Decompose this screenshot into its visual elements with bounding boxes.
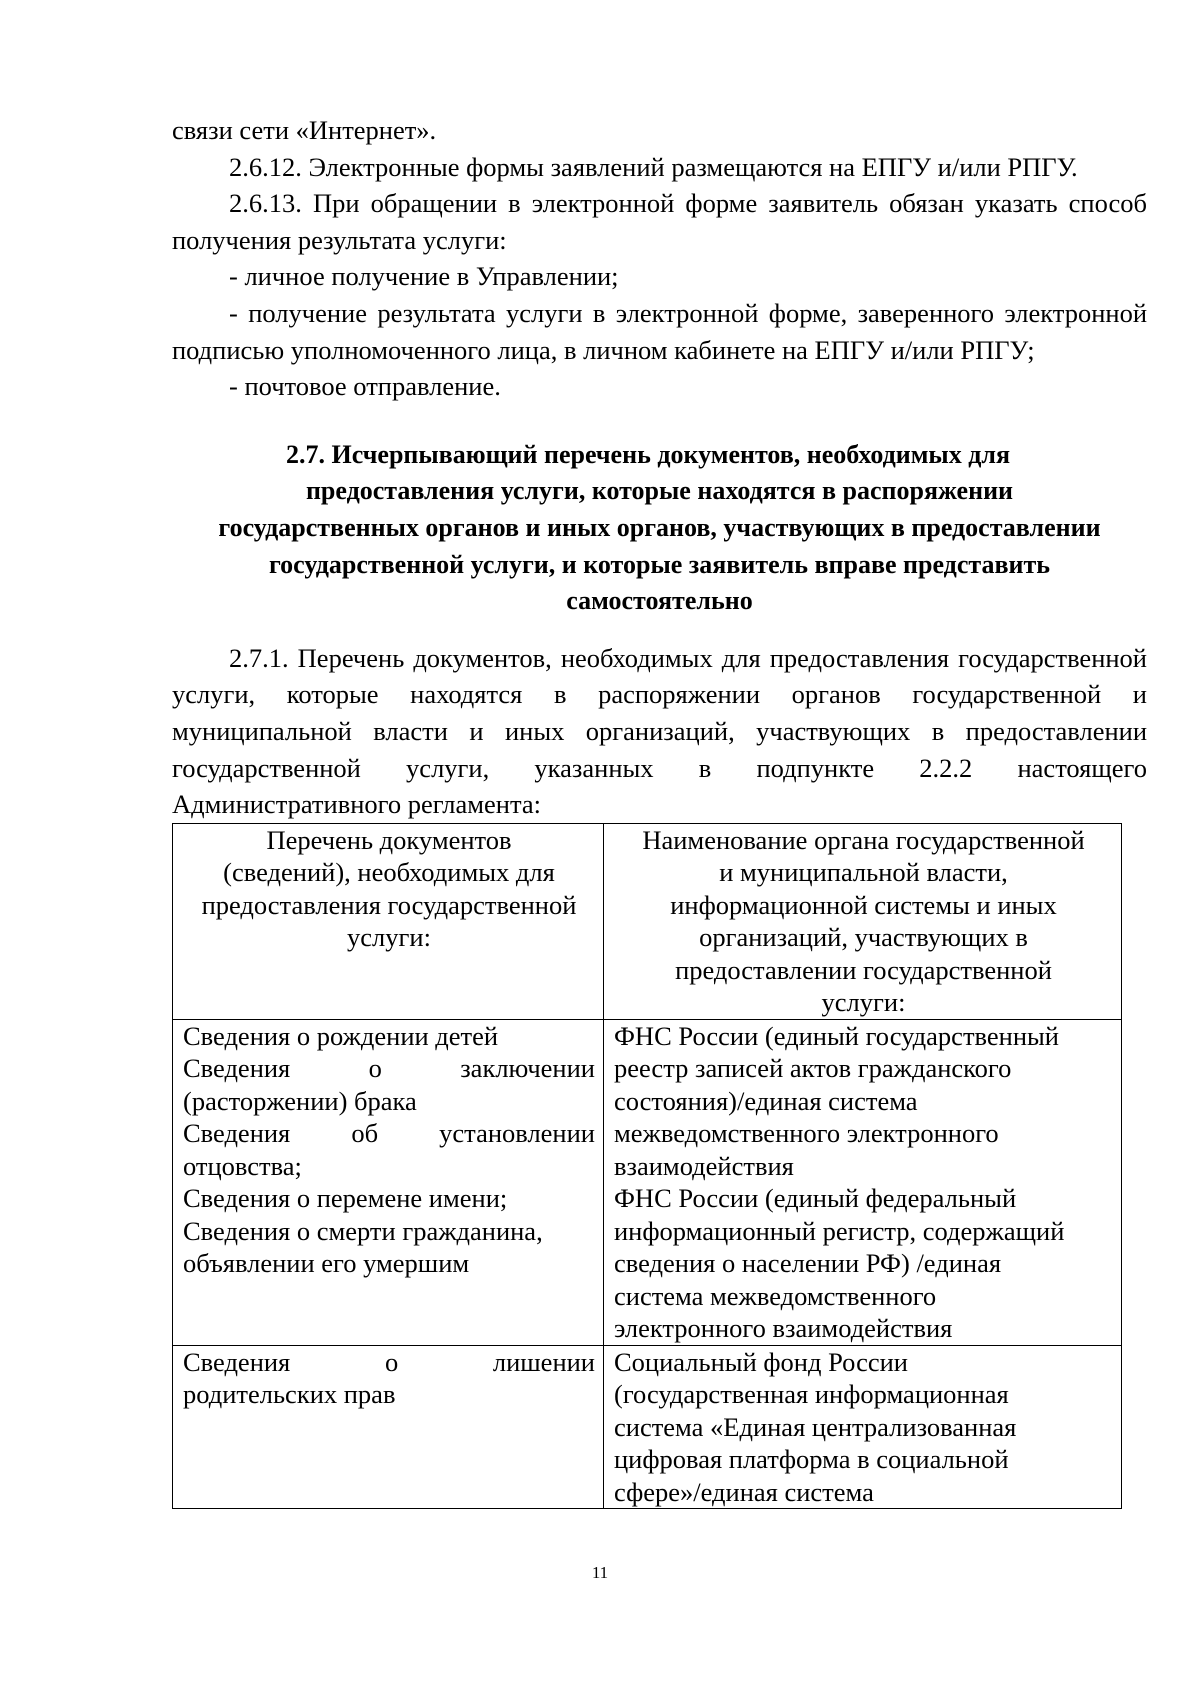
documents-table: [172, 823, 1122, 1510]
table-header-row: [173, 823, 1122, 1019]
table-cell: ФНС России (единый государственный реестр записей актов гражданского состояния)/единая система межведомственного электронного взаимодействия ФНС России (единый федеральный информационный регистр, содержащий сведения о населении РФ) /единая система межведомственного электронного взаимодействия: [604, 1019, 1122, 1345]
paragraph: 2.6.12. Электронные формы заявлений размещаются на ЕПГУ и/или РПГУ.: [229, 151, 1078, 182]
heading-line: государственных органов и иных органов, участвующих в предоставлении: [218, 512, 1101, 542]
paragraph: связи сети «Интернет».: [172, 115, 437, 145]
list-item: - почтовое отправление.: [229, 371, 501, 402]
table-cell: Сведения о лишении родительских прав: [173, 1345, 604, 1509]
page-number: 11: [591, 1563, 609, 1582]
heading-line: предоставления услуги, которые находятся в распоряжении: [305, 476, 1014, 506]
document-page: [172, 112, 1147, 1509]
paragraph: 2.6.13. При обращении в электронной форме заявитель обязан указать способ получения результата услуги:: [172, 188, 1147, 255]
heading-line: государственной услуги, и которые заявитель вправе представить: [269, 549, 1050, 579]
heading-line: самостоятельно: [566, 586, 753, 616]
heading-line: 2.7. Исчерпывающий перечень документов, необходимых для: [286, 439, 1011, 469]
table-cell: Сведения о рождении детей Сведения о заключении (расторжении) брака Сведения об установлении отцовства; Сведения о перемене имени; Сведения о смерти гражданина, объявлении его умершим: [173, 1019, 604, 1345]
list-item: - получение результата услуги в электронной форме, заверенного электронной подписью уполномоченного лица, в личном кабинете на ЕПГУ и/или РПГУ;: [172, 297, 1147, 365]
table-row: [173, 1019, 1122, 1345]
section-heading: [172, 437, 1147, 620]
paragraph: 2.7.1. Перечень документов, необходимых для предоставления государственной услуги, которые находятся в распоряжении органов государственной и муниципальной власти и иных организаций, участвующих в предоставлении государственной услуги, указанных в подпункте 2.2.2 настоящего Административного регламента:: [172, 642, 1147, 820]
list-item: - личное получение в Управлении;: [229, 261, 619, 292]
table-row: [173, 1345, 1122, 1509]
table-header-cell: Наименование органа государственной и муниципальной власти, информационной системы и иных организаций, участвующих в предоставлении государственной услуги:: [604, 823, 1122, 1019]
table-cell: Социальный фонд России (государственная информационная система «Единая централизованная цифровая платформа в социальной сфере»/единая система: [604, 1345, 1122, 1509]
table-header-cell: Перечень документов (сведений), необходимых для предоставления государственной услуги:: [173, 823, 604, 1019]
